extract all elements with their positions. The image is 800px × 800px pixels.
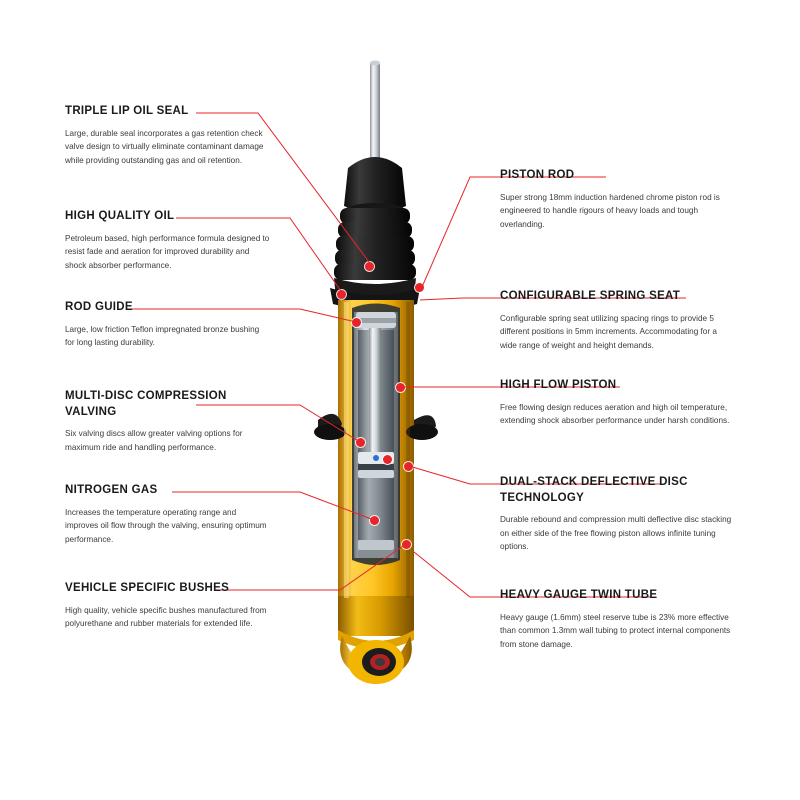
callout-body: Large, durable seal incorporates a gas retention check valve design to virtually eliminate contaminant damage while providing outstanding gas and oil retention. bbox=[65, 128, 264, 165]
callout-title: CONFIGURABLE SPRING SEAT bbox=[500, 290, 681, 302]
marker-rod-guide bbox=[352, 318, 361, 327]
callout-body: Super strong 18mm induction hardened chrome piston rod is engineered to handle rigours of heavy loads and tough overlanding. bbox=[500, 192, 720, 229]
callout-dual-stack-deflective-disc-technology bbox=[500, 475, 732, 554]
callout-title: HIGH QUALITY OIL bbox=[65, 210, 175, 222]
callout-title: HEAVY GAUGE TWIN TUBE bbox=[500, 589, 658, 601]
marker-high-flow-piston bbox=[396, 383, 405, 392]
callout-body: Six valving discs allow greater valving options for maximum ride and handling performance. bbox=[65, 429, 243, 452]
callout-piston-rod bbox=[500, 168, 732, 231]
callout-body: Configurable spring seat utilizing spacing rings to provide 5 different positions in 5mm increments. Accommodating for a wide range of weight and height demands. bbox=[500, 313, 717, 350]
callout-multi-disc-compression-valving bbox=[65, 389, 270, 454]
callout-body: Durable rebound and compression multi deflective disc stacking on either side of the free flowing piston allows infinite tuning options. bbox=[500, 515, 732, 552]
callout-title: ROD GUIDE bbox=[65, 301, 133, 313]
callout-configurable-spring-seat bbox=[500, 289, 732, 352]
marker-high-flow-piston-2 bbox=[383, 455, 392, 464]
callout-vehicle-specific-bushes bbox=[65, 581, 270, 631]
callout-title: NITROGEN GAS bbox=[65, 484, 158, 496]
callout-triple-lip-oil-seal bbox=[65, 104, 270, 167]
callout-title: MULTI-DISC COMPRESSION VALVING bbox=[65, 390, 227, 418]
callout-body: Heavy gauge (1.6mm) steel reserve tube is 23% more effective than common 1.3mm wall tubing to protect internal components from stone damage. bbox=[500, 612, 731, 649]
callout-body: Increases the temperature operating range and improves oil flow through the valving, ensuring optimum performance. bbox=[65, 507, 267, 544]
marker-triple-lip-oil-seal bbox=[365, 262, 374, 271]
marker-high-quality-oil bbox=[337, 290, 346, 299]
marker-nitrogen-gas bbox=[370, 516, 379, 525]
marker-piston-rod bbox=[415, 283, 424, 292]
callout-title: VEHICLE SPECIFIC BUSHES bbox=[65, 582, 230, 594]
marker-multi-disc-compression-valving bbox=[356, 438, 365, 447]
callout-nitrogen-gas bbox=[65, 483, 270, 546]
callout-title: HIGH FLOW PISTON bbox=[500, 379, 617, 391]
callout-body: High quality, vehicle specific bushes manufactured from polyurethane and rubber materials for extended life. bbox=[65, 605, 267, 629]
callout-title: TRIPLE LIP OIL SEAL bbox=[65, 105, 189, 117]
marker-dual-stack-disc bbox=[404, 462, 413, 471]
callout-rod-guide bbox=[65, 300, 270, 350]
callout-body: Free flowing design reduces aeration and high oil temperature, extending shock absorber performance under harsh conditions. bbox=[500, 402, 730, 426]
callout-high-quality-oil bbox=[65, 209, 270, 272]
callout-title: PISTON ROD bbox=[500, 169, 575, 181]
callout-title: DUAL-STACK DEFLECTIVE DISC TECHNOLOGY bbox=[500, 476, 688, 504]
callout-heavy-gauge-twin-tube bbox=[500, 588, 732, 651]
callout-body: Large, low friction Teflon impregnated bronze bushing for long lasting durability. bbox=[65, 324, 260, 348]
callout-body: Petroleum based, high performance formula designed to resist fade and aeration for improved durability and shock absorber performance. bbox=[65, 233, 270, 270]
marker-vehicle-specific-bushes bbox=[402, 540, 411, 549]
callout-high-flow-piston bbox=[500, 378, 732, 428]
